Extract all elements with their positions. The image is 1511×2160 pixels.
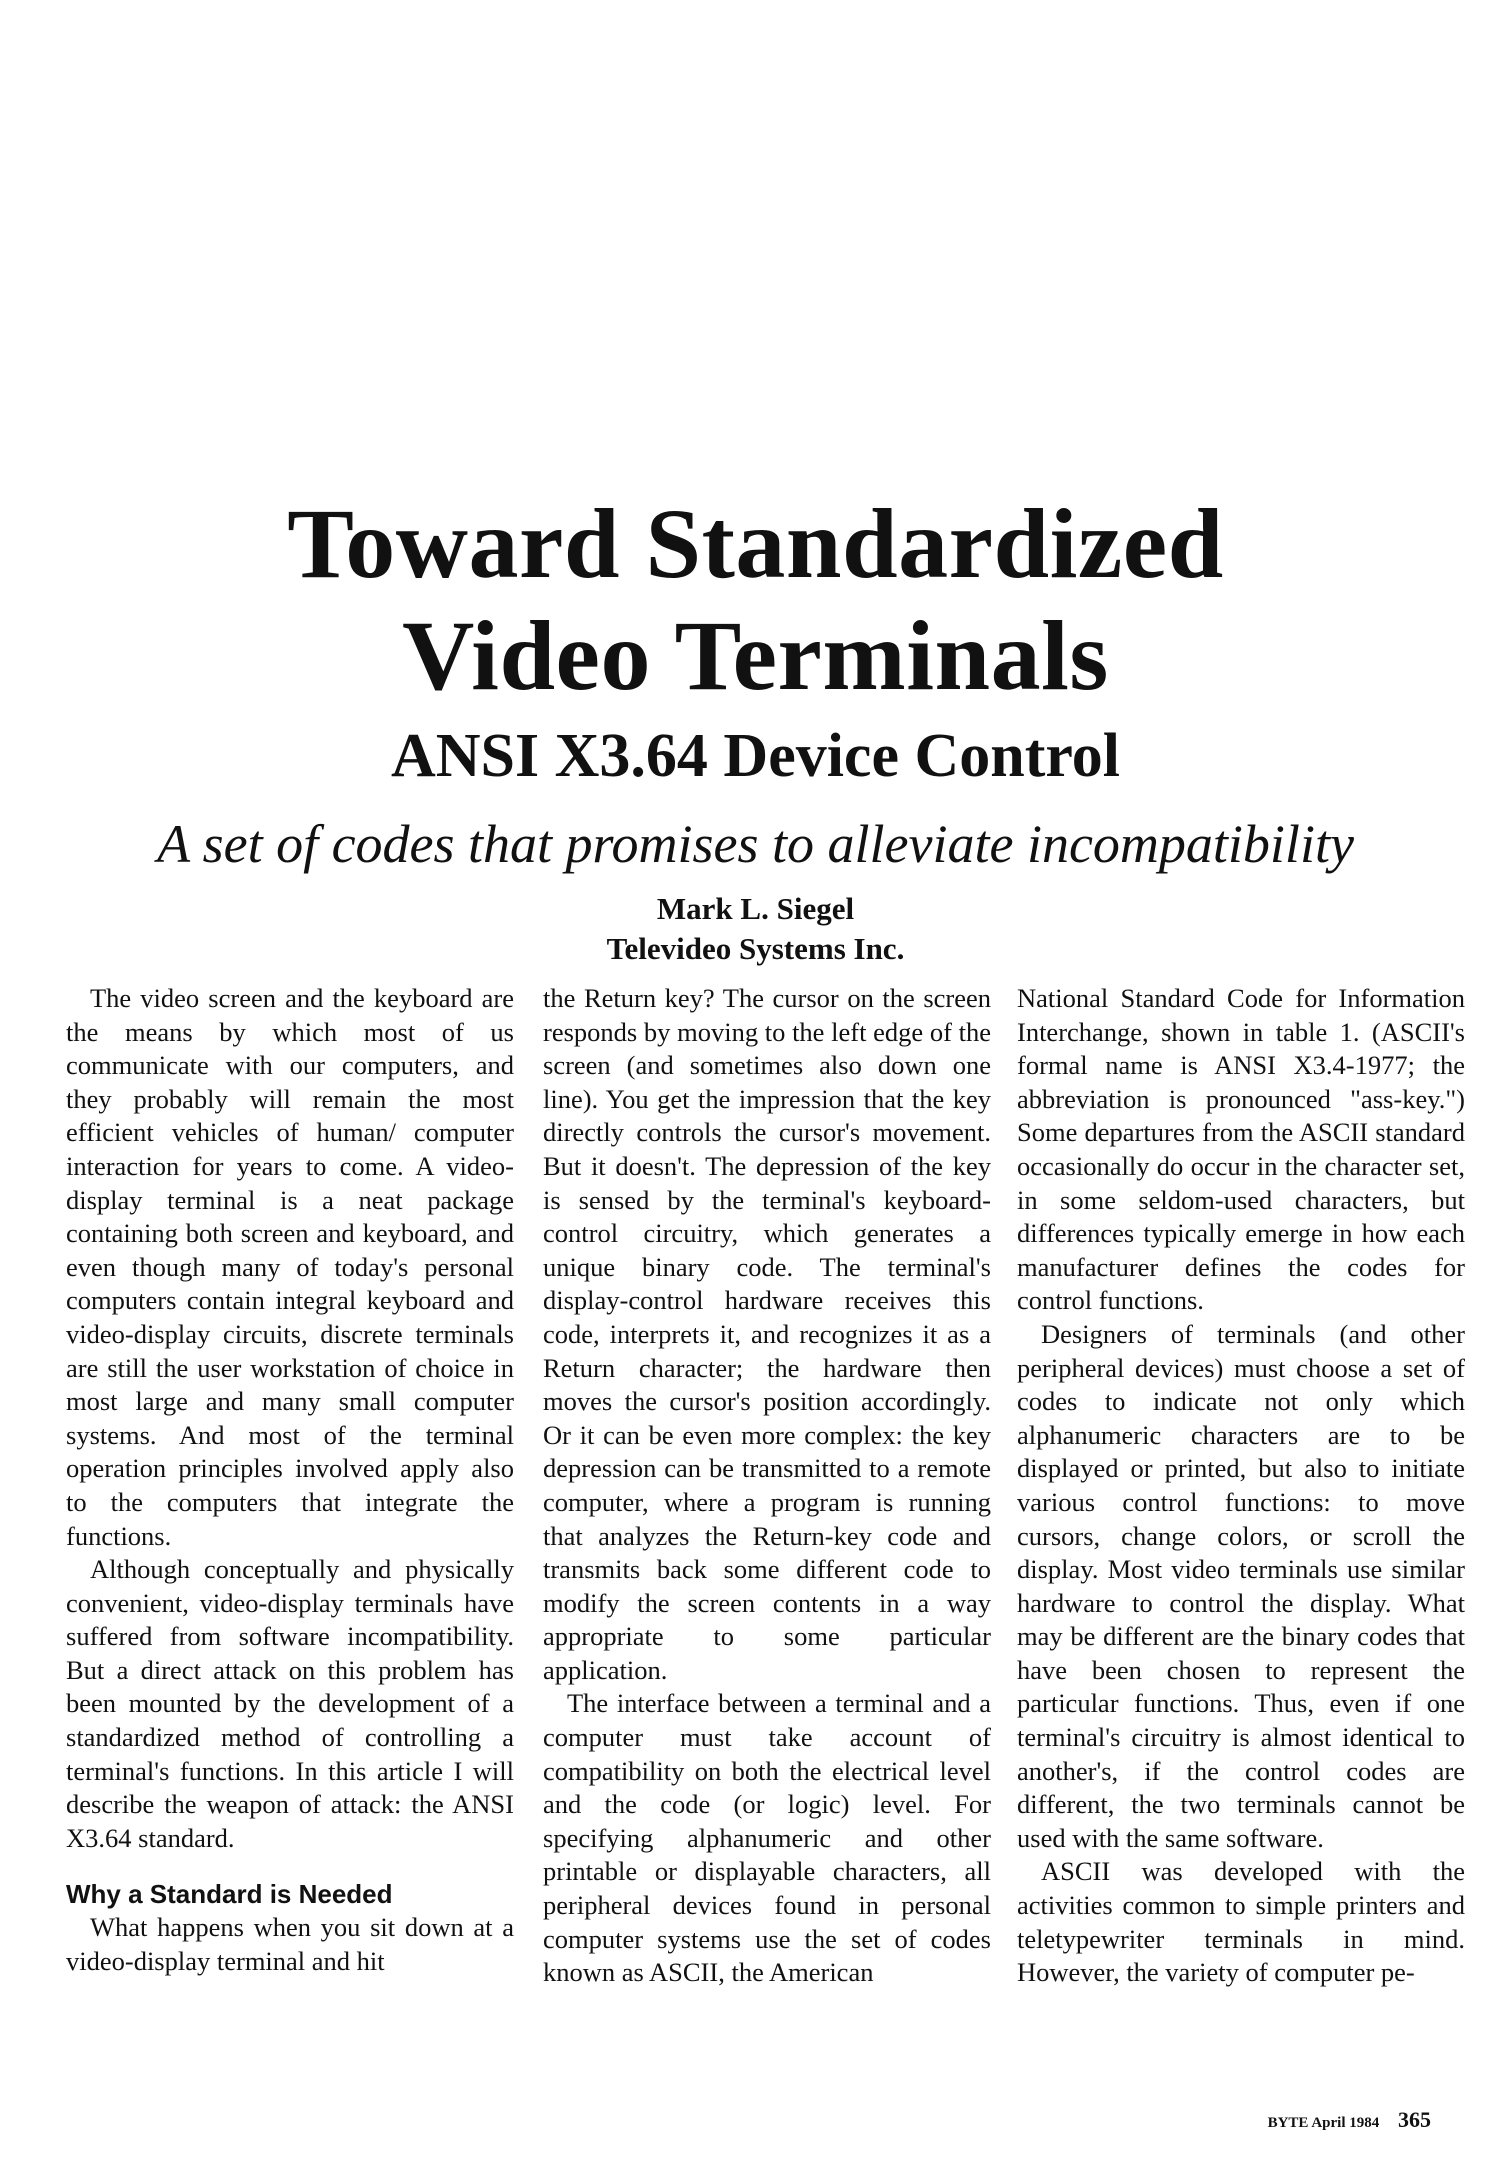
publication-name: BYTE April 1984 bbox=[1267, 2115, 1380, 2131]
article-tagline: A set of codes that promises to alleviate incompatibility bbox=[157, 814, 1354, 874]
title-line-2: Video Terminals bbox=[402, 600, 1109, 711]
byline bbox=[0, 889, 1511, 969]
page-number: 365 bbox=[1398, 2107, 1431, 2132]
title-line-1: Toward Standardized bbox=[287, 488, 1224, 599]
section-heading: Why a Standard is Needed bbox=[66, 1879, 393, 1910]
text-column-1 bbox=[66, 982, 514, 1979]
paragraph: The interface between a terminal and a computer must take account of compatibility on both the electrical level and the code (or logic) level. For specifying alphanumeric and other printable or displayable characters, all peripheral devices found in personal computer systems use the set of codes known as ASCII, the American bbox=[543, 1688, 991, 1988]
paragraph: ASCII was developed with the activities common to simple printers and teletypewriter terminals in mind. However, the variety of computer pe- bbox=[1017, 1856, 1465, 1988]
paragraph: National Standard Code for Information Interchange, shown in table 1. (ASCII's formal name is ANSI X3.4-1977; the abbreviation is pronounced "ass-key.") Some departures from the ASCII standard occasionally do occur in the character set, in some seldom-used characters, but differences typically emerge in how each manufacturer defines the codes for control functions. bbox=[1017, 983, 1465, 1316]
article-title bbox=[0, 488, 1511, 712]
paragraph: What happens when you sit down at a video-display terminal and hit bbox=[66, 1912, 514, 1977]
page-footer bbox=[1268, 2107, 1431, 2136]
paragraph: The video screen and the keyboard are the means by which most of us communicate with our computers, and they probably will remain the most efficient vehicles of human/ computer interaction for years to come. A video-display terminal is a neat package containing both screen and keyboard, and even though many of today's personal computers contain integral keyboard and video-display circuits, discrete terminals are still the user workstation of choice in most large and many small computer systems. And most of the terminal operation principles involved apply also to the computers that integrate the functions. bbox=[66, 983, 514, 1551]
article-subtitle: ANSI X3.64 Device Control bbox=[390, 722, 1120, 790]
author-name: Mark L. Siegel bbox=[656, 891, 855, 926]
paragraph: Designers of terminals (and other peripheral devices) must choose a set of codes to indicate not only which alphanumeric characters are to be displayed or printed, but also to initiate various control functions: to move cursors, change colors, or scroll the display. Most video terminals use similar hardware to control the display. What may be different are the binary codes that have been chosen to represent the particular functions. Thus, even if one terminal's circuitry is almost identical to another's, if the control codes are different, the two terminals cannot be used with the same software. bbox=[1017, 1318, 1465, 1853]
text-column-2 bbox=[543, 982, 991, 1990]
paragraph: Although conceptually and physically convenient, video-display terminals have suffered from software incompatibility. But a direct attack on this problem has been mounted by the development of a standardized method of controlling a terminal's functions. In this article I will describe the weapon of attack: the ANSI X3.64 standard. bbox=[66, 1554, 514, 1853]
author-affiliation: Televideo Systems Inc. bbox=[606, 931, 905, 966]
text-column-3 bbox=[1017, 982, 1465, 1990]
paragraph: the Return key? The cursor on the screen responds by moving to the left edge of the screen (and sometimes also down one line). You get the impression that the key directly controls the cursor's movement. But it doesn't. The depression of the key is sensed by the terminal's keyboard-control circuitry, which generates a unique binary code. The terminal's display-control hardware receives this code, interprets it, and recognizes it as a Return character; the hardware then moves the cursor's position accordingly. Or it can be even more complex: the key depression can be transmitted to a remote computer, where a program is running that analyzes the Return-key code and transmits back some different code to modify the screen contents in a way appropriate to some particular application. bbox=[543, 983, 991, 1685]
